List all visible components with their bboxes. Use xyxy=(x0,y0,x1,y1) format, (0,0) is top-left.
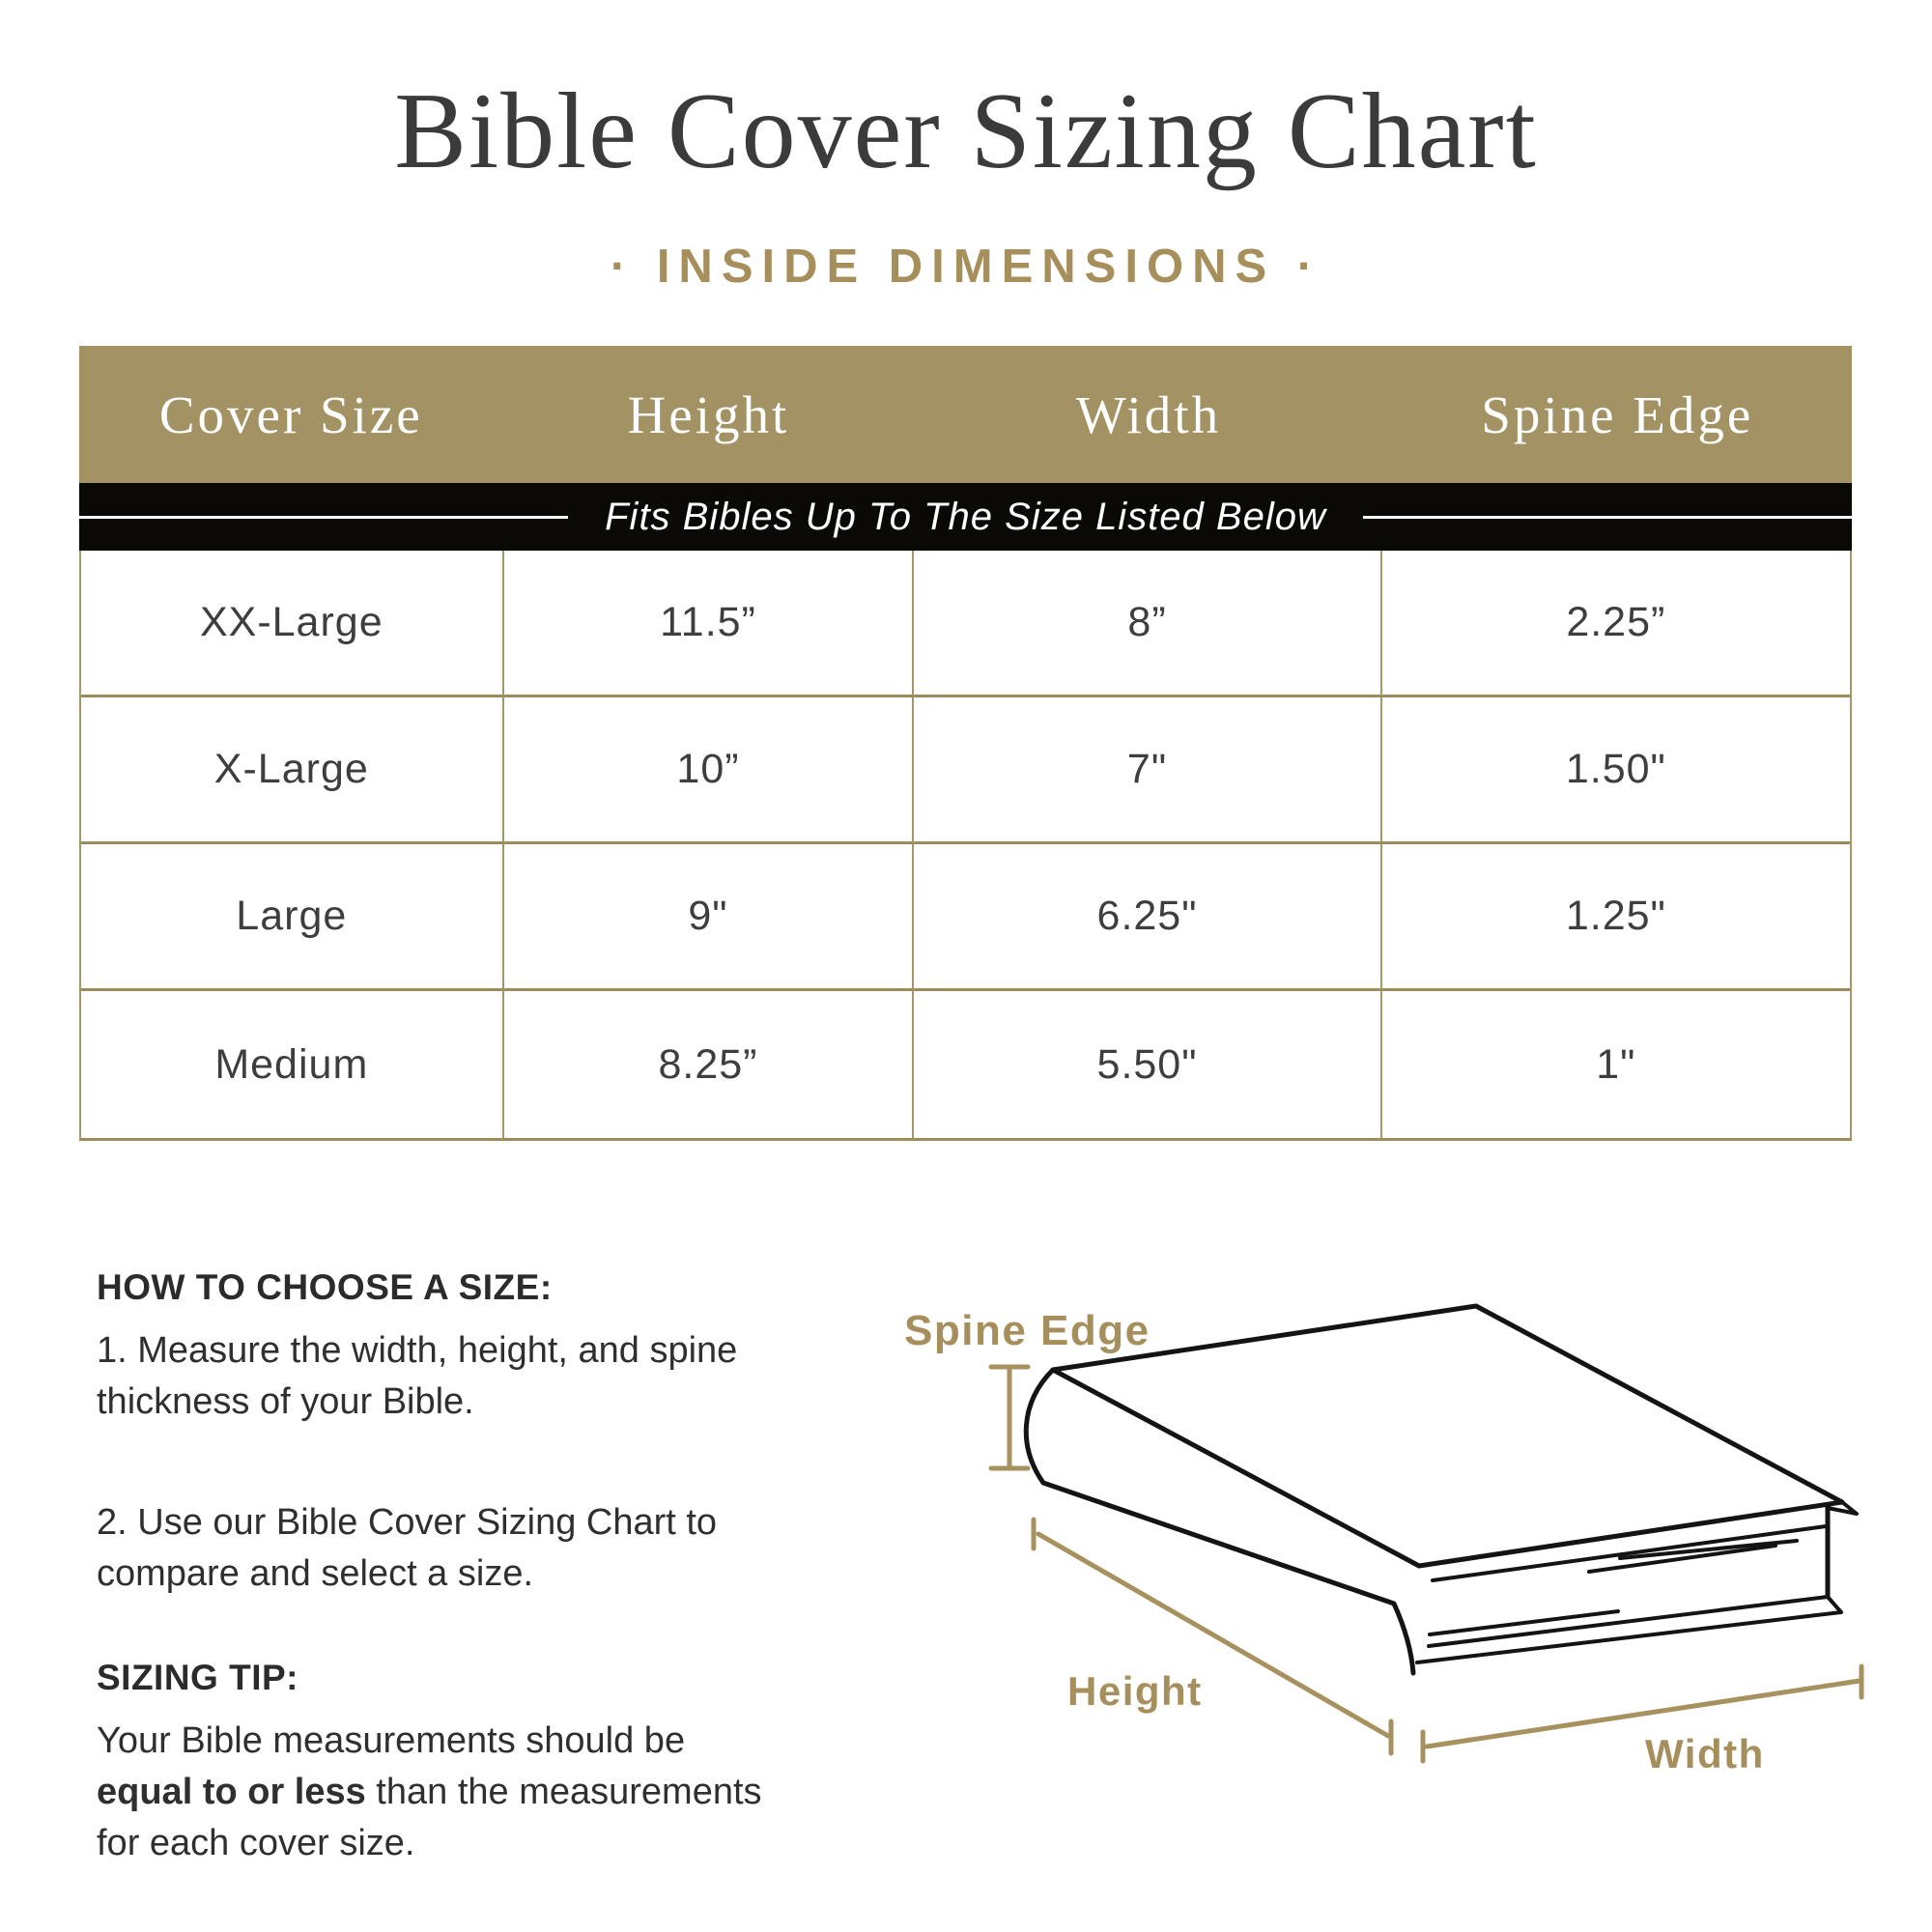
table-cell: 11.5” xyxy=(504,551,915,697)
table-note-band xyxy=(79,483,1852,551)
how-to-step-1: 1. Measure the width, height, and spine thickness of your Bible. xyxy=(97,1330,738,1422)
table-cell: 9" xyxy=(504,844,915,991)
table-cell: Medium xyxy=(81,991,504,1138)
tip-text-bold: equal to or less xyxy=(97,1772,366,1812)
table-body xyxy=(79,551,1852,1141)
column-header-width: Width xyxy=(1075,384,1222,444)
column-header-spine-edge: Spine Edge xyxy=(1481,384,1754,444)
table-cell: 2.25” xyxy=(1382,551,1850,697)
table-cell: 8.25” xyxy=(504,991,915,1138)
table-cell: 7" xyxy=(914,697,1381,844)
column-header-height: Height xyxy=(627,384,790,444)
how-to-step-2: 2. Use our Bible Cover Sizing Chart to compare and select a size. xyxy=(97,1502,718,1594)
spine-edge-label: Spine Edge xyxy=(904,1307,1151,1354)
tip-text-pre: Your Bible measurements should be xyxy=(97,1720,686,1761)
book-measurement-diagram xyxy=(898,1285,1903,1845)
height-label: Height xyxy=(1067,1668,1203,1714)
sizing-tip-text xyxy=(97,1716,763,1869)
table-cell: 8” xyxy=(914,551,1381,697)
table-cell: 1.25" xyxy=(1382,844,1850,991)
table-cell: 10” xyxy=(504,697,915,844)
table-cell: 5.50" xyxy=(914,991,1381,1138)
sizing-tip-heading: SIZING TIP: xyxy=(97,1658,298,1697)
height-measure xyxy=(1034,1520,1391,1753)
table-header-row xyxy=(79,346,1852,483)
width-label: Width xyxy=(1645,1731,1765,1776)
page-title: Bible Cover Sizing Chart xyxy=(394,71,1538,191)
how-to-heading: HOW TO CHOOSE A SIZE: xyxy=(97,1267,553,1307)
table-cell: X-Large xyxy=(81,697,504,844)
table-cell: 6.25" xyxy=(914,844,1381,991)
tip-text-post: than the measurements for each cover size. xyxy=(97,1772,762,1863)
table-cell: XX-Large xyxy=(81,551,504,697)
sizing-table xyxy=(79,346,1852,1141)
table-cell: 1" xyxy=(1596,1040,1636,1088)
spine-edge-measure xyxy=(991,1367,1028,1468)
page-subtitle: · INSIDE DIMENSIONS · xyxy=(610,241,1322,293)
table-cell: 1.50" xyxy=(1382,697,1850,844)
width-measure xyxy=(1423,1666,1861,1761)
column-header-cover-size: Cover Size xyxy=(158,384,423,444)
table-cell: Large xyxy=(81,844,504,991)
band-note-text: Fits Bibles Up To The Size Listed Below xyxy=(568,496,1363,539)
instructions-block xyxy=(97,1267,763,1869)
book-illustration xyxy=(1026,1306,1857,1673)
